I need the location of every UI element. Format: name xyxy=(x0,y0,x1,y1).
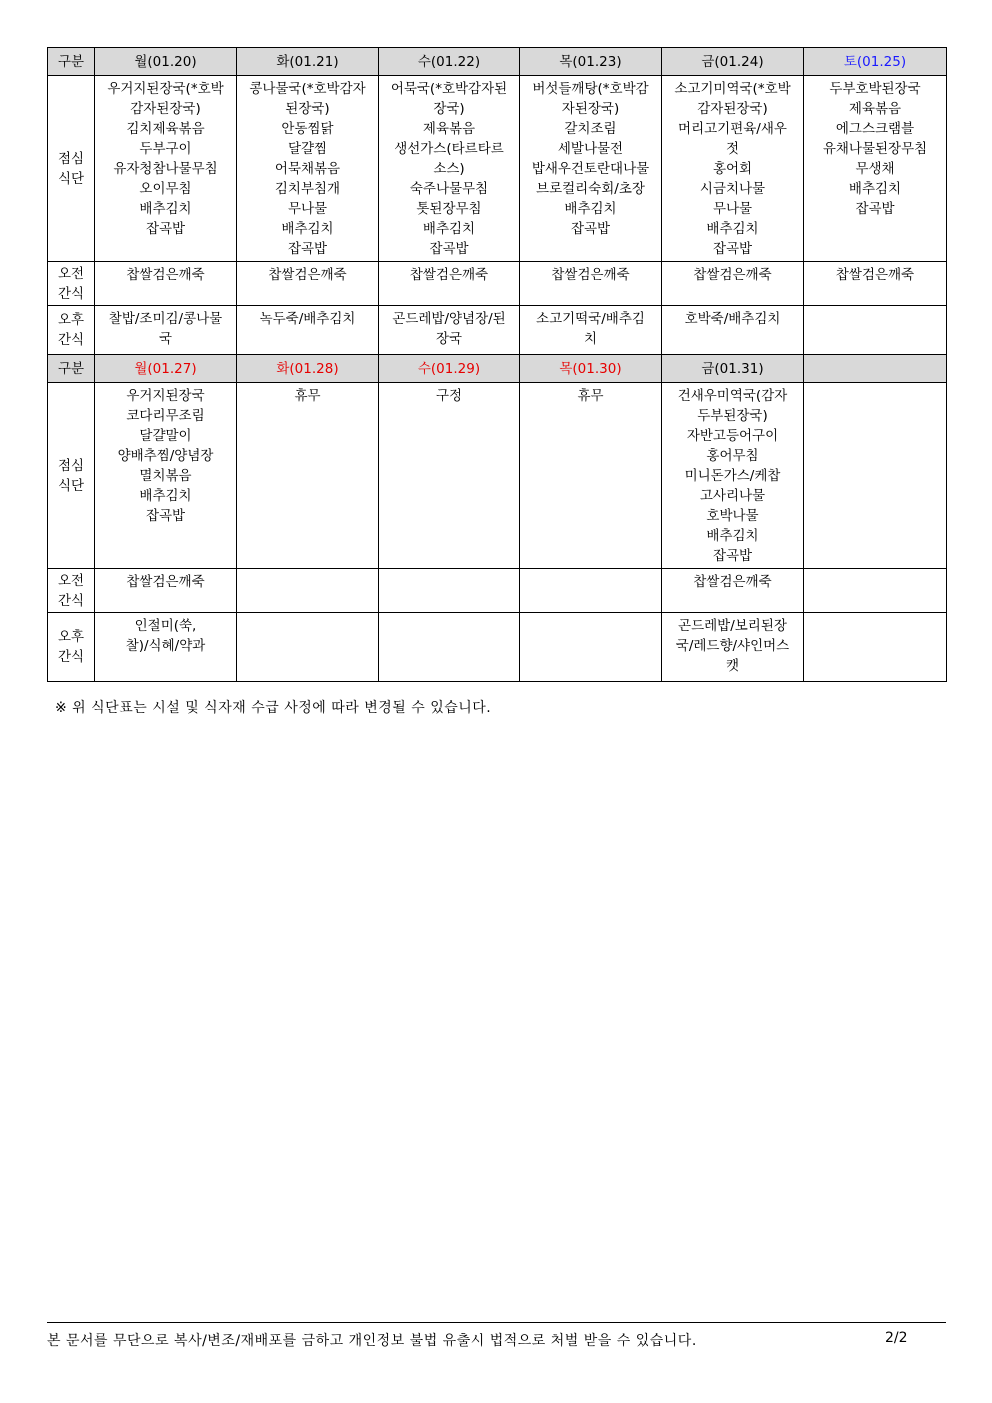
menu-cell: 소고기떡국/배추김 치 xyxy=(520,306,662,355)
footer-divider xyxy=(47,1322,946,1323)
week1-lunch-row xyxy=(48,76,947,262)
footer-copyright-notice: 본 문서를 무단으로 복사/변조/재배포를 금하고 개인정보 불법 유출시 법적으로 처벌 받을 수 있습니다. xyxy=(47,1333,697,1349)
menu-cell xyxy=(520,613,662,682)
row-label-cell: 오전 간식 xyxy=(48,262,95,306)
menu-cell: 두부호박된장국 제육볶음 에그스크램블 유채나물된장무침 무생채 배추김치 잡곡밥 xyxy=(804,76,947,262)
day-header-cell xyxy=(804,355,947,383)
menu-cell: 어묵국(*호박감자된 장국) 제육볶음 생선가스(타르타르 소스) 숙주나물무침 톳된장무침 배추김치 잡곡밥 xyxy=(379,76,520,262)
day-header-cell: 금(01.24) xyxy=(662,48,804,76)
menu-cell xyxy=(804,306,947,355)
menu-cell xyxy=(379,569,520,613)
menu-cell: 소고기미역국(*호박 감자된장국) 머리고기편육/새우 젓 홍어회 시금치나물 무나물 배추김치 잡곡밥 xyxy=(662,76,804,262)
menu-cell xyxy=(237,613,379,682)
menu-cell: 녹두죽/배추김치 xyxy=(237,306,379,355)
menu-cell xyxy=(520,569,662,613)
menu-cell: 우거지된장국(*호박 감자된장국) 김치제육볶음 두부구이 유자청참나물무침 오이무침 배추김치 잡곡밥 xyxy=(95,76,237,262)
menu-cell: 휴무 xyxy=(520,383,662,569)
menu-cell: 찹쌀검은깨죽 xyxy=(237,262,379,306)
menu-cell: 찹쌀검은깨죽 xyxy=(379,262,520,306)
menu-cell: 버섯들깨탕(*호박감 자된장국) 갈치조림 세발나물전 밥새우건토란대나물 브로컬리숙회/초장 배추김치 잡곡밥 xyxy=(520,76,662,262)
week2-header-row xyxy=(48,355,947,383)
day-header-cell: 수(01.29) xyxy=(379,355,520,383)
week1-am-snack-row xyxy=(48,262,947,306)
week2-pm-snack-row xyxy=(48,613,947,682)
menu-cell: 휴무 xyxy=(237,383,379,569)
day-header-cell: 목(01.23) xyxy=(520,48,662,76)
menu-cell xyxy=(804,569,947,613)
page-number: 2/2 xyxy=(885,1330,908,1346)
meal-plan-table xyxy=(47,47,947,682)
week1-header-row xyxy=(48,48,947,76)
row-label-cell: 점심 식단 xyxy=(48,383,95,569)
day-header-cell: 토(01.25) xyxy=(804,48,947,76)
day-header-cell: 월(01.27) xyxy=(95,355,237,383)
menu-cell: 찹쌀검은깨죽 xyxy=(804,262,947,306)
day-header-cell: 목(01.30) xyxy=(520,355,662,383)
week2-lunch-row xyxy=(48,383,947,569)
menu-cell xyxy=(804,613,947,682)
menu-cell: 곤드레밥/보리된장 국/레드향/샤인머스 캣 xyxy=(662,613,804,682)
menu-cell: 콩나물국(*호박감자 된장국) 안동찜닭 달걀찜 어묵채볶음 김치부침개 무나물 배추김치 잡곡밥 xyxy=(237,76,379,262)
week2-am-snack-row xyxy=(48,569,947,613)
row-label-cell: 오전 간식 xyxy=(48,569,95,613)
menu-cell: 곤드레밥/양념장/된 장국 xyxy=(379,306,520,355)
day-header-cell: 금(01.31) xyxy=(662,355,804,383)
row-label-cell: 점심 식단 xyxy=(48,76,95,262)
row-label-cell: 오후 간식 xyxy=(48,306,95,355)
menu-cell: 찹쌀검은깨죽 xyxy=(95,569,237,613)
menu-cell: 찹쌀검은깨죽 xyxy=(520,262,662,306)
menu-cell: 찹쌀검은깨죽 xyxy=(662,262,804,306)
menu-cell: 찹쌀검은깨죽 xyxy=(662,569,804,613)
menu-cell xyxy=(237,569,379,613)
menu-cell: 호박죽/배추김치 xyxy=(662,306,804,355)
menu-cell: 찹쌀검은깨죽 xyxy=(95,262,237,306)
day-header-cell: 화(01.28) xyxy=(237,355,379,383)
menu-cell: 구정 xyxy=(379,383,520,569)
menu-cell xyxy=(804,383,947,569)
menu-cell xyxy=(379,613,520,682)
menu-cell: 우거지된장국 코다리무조림 달걀말이 양배추찜/양념장 멸치볶음 배추김치 잡곡밥 xyxy=(95,383,237,569)
day-header-cell: 화(01.21) xyxy=(237,48,379,76)
header-label-cell: 구분 xyxy=(48,355,95,383)
row-label-cell: 오후 간식 xyxy=(48,613,95,682)
menu-change-note: ※ 위 식단표는 시설 및 식자재 수급 사정에 따라 변경될 수 있습니다. xyxy=(55,700,492,716)
header-label-cell: 구분 xyxy=(48,48,95,76)
week1-pm-snack-row xyxy=(48,306,947,355)
menu-cell: 인절미(쑥, 찰)/식혜/약과 xyxy=(95,613,237,682)
menu-cell: 건새우미역국(감자 두부된장국) 자반고등어구이 홍어무침 미니돈가스/케찹 고사리나물 호박나물 배추김치 잡곡밥 xyxy=(662,383,804,569)
day-header-cell: 월(01.20) xyxy=(95,48,237,76)
day-header-cell: 수(01.22) xyxy=(379,48,520,76)
menu-cell: 찰밥/조미김/콩나물 국 xyxy=(95,306,237,355)
